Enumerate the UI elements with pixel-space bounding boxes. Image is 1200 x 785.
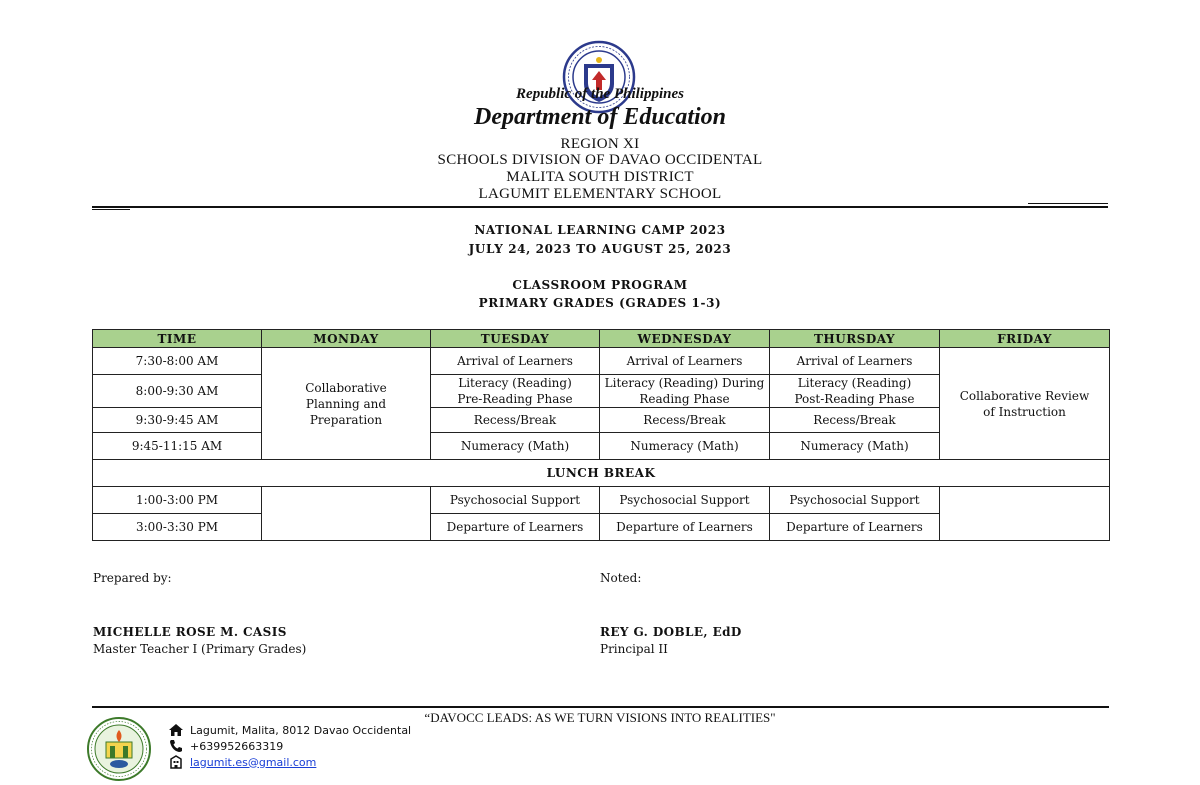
- wednesday-cell: Arrival of Learners: [600, 348, 770, 375]
- monday-afternoon-empty: [262, 487, 431, 541]
- camp-title: NATIONAL LEARNING CAMP 2023: [474, 223, 726, 237]
- tuesday-cell: Psychosocial Support: [431, 487, 600, 514]
- wednesday-cell: [600, 375, 770, 408]
- thursday-cell-text: Literacy (Reading) Post-Reading Phase: [794, 376, 915, 406]
- footer-motto: “DAVOCC LEADS: AS WE TURN VISIONS INTO REALITIES": [424, 710, 776, 725]
- time-cell: 9:45-11:15 AM: [93, 433, 262, 460]
- noter-title: Principal II: [600, 642, 668, 656]
- school-logo-icon: [86, 716, 152, 782]
- friday-block: [940, 348, 1110, 460]
- tuesday-cell-text: Literacy (Reading) Pre-Reading Phase: [457, 376, 573, 406]
- division-text: SCHOOLS DIVISION OF DAVAO OCCIDENTAL: [437, 152, 763, 168]
- column-header-tuesday: TUESDAY: [431, 330, 600, 348]
- thursday-cell: Departure of Learners: [770, 514, 940, 541]
- prepared-by-label: Prepared by:: [93, 571, 172, 585]
- email-line: [168, 755, 316, 769]
- noter-name: REY G. DOBLE, EdD: [600, 625, 742, 639]
- phone-icon: [168, 739, 184, 753]
- table-header-row: [93, 330, 1110, 348]
- wednesday-cell: Recess/Break: [600, 408, 770, 433]
- monday-block-text: Collaborative Planning and Preparation: [305, 380, 387, 427]
- address-line: [168, 723, 411, 737]
- phone-line: [168, 739, 283, 753]
- schedule-table: [92, 329, 1110, 541]
- district-text: MALITA SOUTH DISTRICT: [506, 169, 694, 185]
- wednesday-cell: Psychosocial Support: [600, 487, 770, 514]
- camp-dates: JULY 24, 2023 TO AUGUST 25, 2023: [468, 242, 732, 256]
- tuesday-cell: Recess/Break: [431, 408, 600, 433]
- time-cell: 8:00-9:30 AM: [93, 375, 262, 408]
- thursday-cell: Recess/Break: [770, 408, 940, 433]
- thursday-cell: Arrival of Learners: [770, 348, 940, 375]
- email-link[interactable]: lagumit.es@gmail.com: [190, 755, 317, 769]
- column-header-time: TIME: [93, 330, 262, 348]
- tuesday-cell: Arrival of Learners: [431, 348, 600, 375]
- grades-title: PRIMARY GRADES (GRADES 1-3): [478, 296, 722, 310]
- building-icon: [168, 755, 184, 769]
- region-text: REGION XI: [560, 136, 640, 152]
- lunch-break-cell: LUNCH BREAK: [93, 460, 1110, 487]
- republic-heading: Republic of the Philippines: [516, 86, 684, 102]
- tuesday-cell: Numeracy (Math): [431, 433, 600, 460]
- tuesday-cell: [431, 375, 600, 408]
- thursday-cell: Psychosocial Support: [770, 487, 940, 514]
- program-title: CLASSROOM PROGRAM: [512, 278, 688, 292]
- tuesday-cell: Departure of Learners: [431, 514, 600, 541]
- time-cell: 3:00-3:30 PM: [93, 514, 262, 541]
- friday-block-text: Collaborative Review of Instruction: [959, 388, 1090, 419]
- column-header-friday: FRIDAY: [940, 330, 1110, 348]
- table-row: [93, 348, 1110, 375]
- wednesday-cell-text: Literacy (Reading) During Reading Phase: [604, 376, 765, 406]
- wednesday-cell: Numeracy (Math): [600, 433, 770, 460]
- address-text: Lagumit, Malita, 8012 Davao Occidental: [190, 723, 412, 737]
- preparer-name: MICHELLE ROSE M. CASIS: [93, 625, 287, 639]
- phone-text: +639952663319: [190, 739, 284, 753]
- preparer-title: Master Teacher I (Primary Grades): [93, 642, 307, 656]
- home-icon: [168, 723, 184, 737]
- table-row: [93, 487, 1110, 514]
- monday-block: [262, 348, 431, 460]
- header-divider-accent-left: [92, 209, 130, 210]
- wednesday-cell: Departure of Learners: [600, 514, 770, 541]
- column-header-monday: MONDAY: [262, 330, 431, 348]
- column-header-wednesday: WEDNESDAY: [600, 330, 770, 348]
- header-divider-accent-right: [1028, 203, 1108, 204]
- column-header-thursday: THURSDAY: [770, 330, 940, 348]
- time-cell: 9:30-9:45 AM: [93, 408, 262, 433]
- thursday-cell: Numeracy (Math): [770, 433, 940, 460]
- friday-afternoon-empty: [940, 487, 1110, 541]
- header-divider: [92, 206, 1108, 208]
- school-name: LAGUMIT ELEMENTARY SCHOOL: [478, 186, 722, 202]
- time-cell: 1:00-3:00 PM: [93, 487, 262, 514]
- lunch-row: [93, 460, 1110, 487]
- thursday-cell: [770, 375, 940, 408]
- time-cell: 7:30-8:00 AM: [93, 348, 262, 375]
- noted-label: Noted:: [600, 571, 642, 585]
- department-heading: Department of Education: [473, 104, 726, 130]
- footer-divider: [92, 706, 1109, 708]
